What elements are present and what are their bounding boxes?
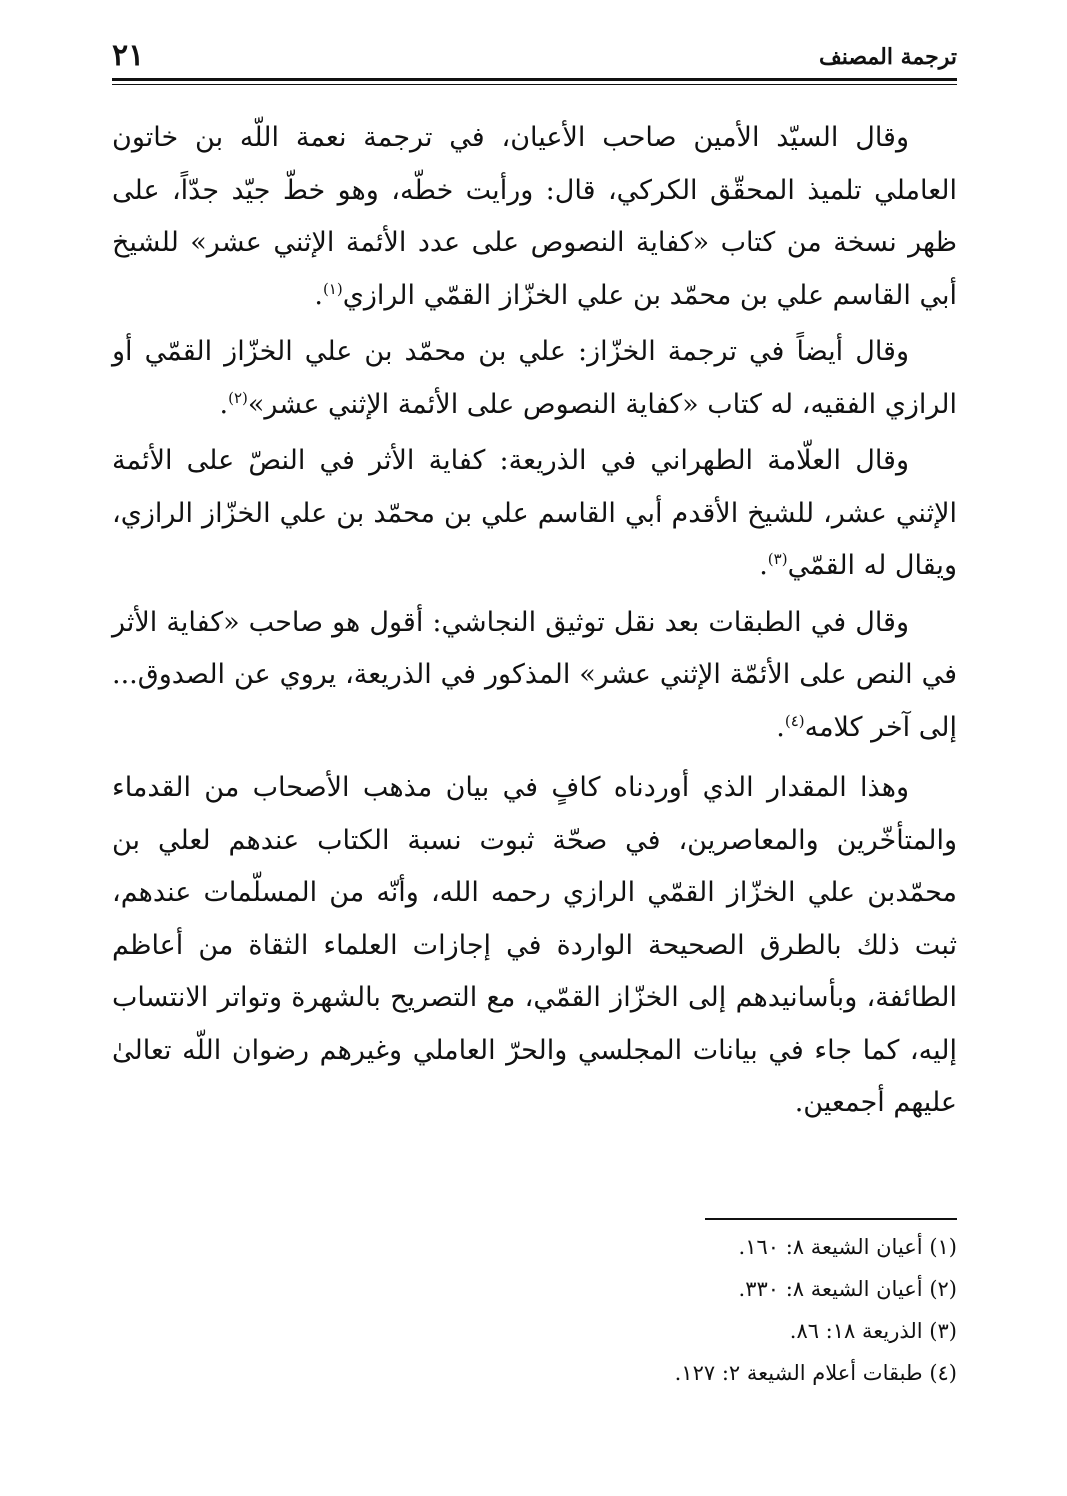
paragraph-2: وقال أيضاً في ترجمة الخزّاز: علي بن محمّد بن علي الخزّاز القمّي أو الرازي الفقيه، له كتاب «كفاية النصوص على الأئمة الإثني عشر»$^{(٢)}$.: [112, 336, 957, 420]
footnotes: [600, 1226, 957, 1394]
footnote-separator: [705, 1218, 957, 1220]
footnote-3: (٣) الذريعة ١٨: ٨٦.: [789, 1319, 957, 1343]
paragraph-3: وقال العلّامة الطهراني في الذريعة: كفاية الأثر في النصّ على الأئمة الإثني عشر، للشيخ الأقدم أبي القاسم علي بن محمّد بن علي الخزّاز الرازي، ويقال له القمّي$^{(٣)}$.: [112, 445, 957, 581]
running-header: [112, 38, 957, 74]
paragraph-1: وقال السيّد الأمين صاحب الأعيان، في ترجمة نعمة اللّه بن خاتون العاملي تلميذ المحقّق الكركي، قال: ورأيت خطّه، وهو خطّ جيّد جدّاً، على ظهر نسخة من كتاب «كفاية النصوص على عدد الأئمة الإثني عشر» للشيخ أبي القاسم علي بن محمّد بن علي الخزّاز القمّي الرازي$^{(١)}$.: [112, 122, 957, 311]
running-title: ترجمة المصنف: [818, 44, 957, 70]
page-number: ٢١: [112, 38, 145, 73]
paragraph-4: وقال في الطبقات بعد نقل توثيق النجاشي: أقول هو صاحب «كفاية الأثر في النص على الأئمّة الإثني عشر» المذكور في الذريعة، يروي عن الصدوق... إلى آخر كلامه$^{(٤)}$.: [112, 606, 957, 743]
header-rule-thick: [112, 78, 957, 81]
footnote-ref-4[interactable]: (٤): [784, 711, 805, 730]
footnote-ref-2[interactable]: (٢): [228, 388, 248, 407]
footnote-4: (٤) طبقات أعلام الشيعة ٢: ١٢٧.: [674, 1361, 957, 1385]
footnote-ref-3[interactable]: (٣): [767, 550, 788, 568]
header-rule-thin: [112, 84, 957, 85]
paragraph-5: وهذا المقدار الذي أوردناه كافٍ في بيان مذهب الأصحاب من القدماء والمتأخّرين والمعاصرين، في صحّة ثبوت نسبة الكتاب عندهم لعلي بن محمّدبن علي الخزّاز القمّي الرازي رحمه الله، وأنّه من المسلّمات عندهم، ثبت ذلك بالطرق الصحيحة الواردة في إجازات العلماء الثقاة من أعاظم الطائفة، وبأسانيدهم إلى الخزّاز القمّي، مع التصريح بالشهرة وتواتر الانتساب إليه، كما جاء في بيانات المجلسي والحرّ العاملي وغيرهم رضوان اللّه تعالىٰ عليهم أجمعين.: [112, 772, 957, 1118]
main-text: [112, 112, 957, 1134]
footnote-2: (٢) أعيان الشيعة ٨: ٣٣٠.: [738, 1277, 957, 1301]
footnote-1: (١) أعيان الشيعة ٨: ١٦٠.: [738, 1235, 957, 1259]
footnote-ref-1[interactable]: (١): [322, 279, 343, 298]
